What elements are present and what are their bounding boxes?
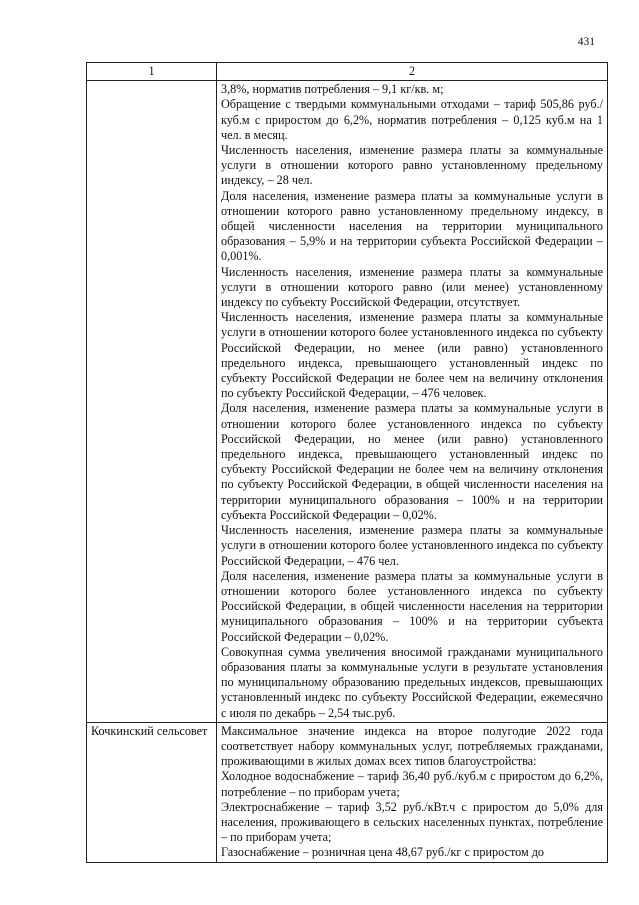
paragraph: Максимальное значение индекса на второе полугодие 2022 года соответствует набору коммунальных услуг, потребляемых гражданами, проживающими в жилых домах всех типов благоустройства: (221, 723, 603, 769)
paragraph: Газоснабжение – розничная цена 48,67 руб./кг с приростом до (221, 845, 545, 860)
page-number: 431 (577, 36, 595, 48)
municipality-cell (87, 722, 217, 862)
description-cell (217, 722, 608, 862)
paragraph: Доля населения, изменение размера платы за коммунальные услуги в отношении которого более установленного индекса по субъекту Российской Федерации, в общей численности населения на территории муниципального образования – 100% и на территории субъекта Российской Федерации – 0,02%. (221, 568, 603, 644)
paragraph: Численность населения, изменение размера платы за коммунальные услуги в отношении которого более установленного индекса по субъекту Российской Федерации, но менее (или равно) установленного предельного индекса, превышающего установленный индекс по субъекту Российской Федерации не более чем на величину отклонения по субъекту Российской Федерации, – 476 человек. (221, 310, 603, 401)
municipality-name: Кочкинский сельсовет (91, 723, 208, 738)
paragraph: Обращение с твердыми коммунальными отходами – тариф 505,86 руб./куб.м с приростом до 6,2%, норматив потребления – 0,125 куб.м на 1 чел. в месяц. (221, 97, 603, 142)
paragraph: Доля населения, изменение размера платы за коммунальные услуги в отношении которого равно установленному предельному индексу, в общей численности населения на территории муниципального образования – 5,9% и на территории субъекта Российской Федерации – 0,001%. (221, 188, 603, 264)
paragraph: Численность населения, изменение размера платы за коммунальные услуги в отношении которого равно (или менее) установленному индексу по субъекту Российской Федерации, отсутствует. (221, 264, 603, 310)
description-cell (217, 81, 608, 723)
paragraph: Холодное водоснабжение – тариф 36,40 руб./куб.м с приростом до 6,2%, потребление – по приборам учета; (221, 769, 603, 799)
paragraph: Численность населения, изменение размера платы за коммунальные услуги в отношении которого равно установленному предельному индексу, – 28 чел. (221, 143, 603, 188)
paragraph: Электроснабжение – тариф 3,52 руб./кВт.ч с приростом до 5,0% для населения, проживающего в сельских населенных пунктах, потребление – по приборам учета; (221, 799, 603, 845)
paragraph: Совокупная сумма увеличения вносимой гражданами муниципального образования платы за коммунальные услуги в результате установления по муниципальному образованию предельных индексов, превышающих установленный индекс по субъекту Российской Федерации, ежемесячно с июля по декабрь – 2,54 тыс.руб. (221, 644, 603, 720)
table-row (87, 81, 608, 723)
municipality-cell (87, 81, 217, 723)
paragraph: 3,8%, норматив потребления – 9,1 кг/кв. м; (221, 82, 444, 97)
paragraph: Численность населения, изменение размера платы за коммунальные услуги в отношении которого более установленного индекса по субъекту Российской Федерации, – 476 чел. (221, 523, 603, 568)
column-header-1: 1 (87, 63, 217, 81)
table-header-row (87, 63, 608, 81)
paragraph: Доля населения, изменение размера платы за коммунальные услуги в отношении которого более установленного индекса по субъекту Российской Федерации, но менее (или равно) установленного предельного индекса, превышающего установленный индекс по субъекту Российской Федерации не более чем на величину отклонения по субъекту Российской Федерации, в общей численности населения на территории муниципального образования – 100% и на территории субъекта Российской Федерации – 0,02%. (221, 401, 603, 522)
data-table (86, 62, 608, 863)
column-header-2: 2 (217, 63, 608, 81)
table-row (87, 722, 608, 862)
